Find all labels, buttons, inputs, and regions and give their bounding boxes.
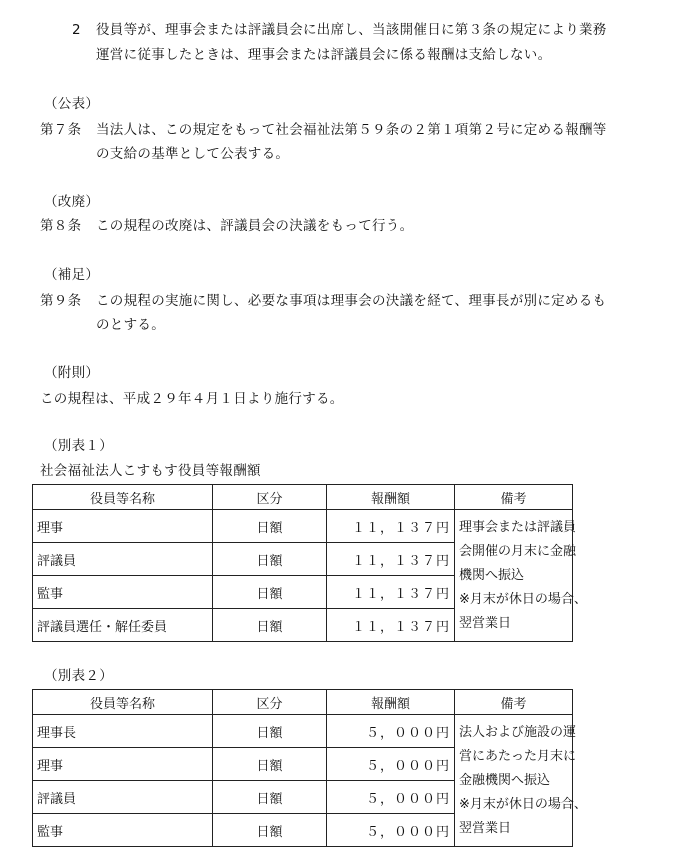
cell-category: 日額 (213, 748, 327, 781)
cell-remarks (455, 510, 587, 642)
remarks-line: 翌営業日 (459, 820, 512, 836)
cell-amount: １１，１３７円 (327, 576, 455, 609)
cell-amount: １１，１３７円 (327, 609, 455, 642)
header-role: 役員等名称 (33, 690, 213, 715)
supplement-heading: （附則） (44, 365, 100, 381)
remarks-line: 機関へ振込 (459, 567, 525, 583)
cell-role: 評議員選任・解任委員 (33, 609, 213, 642)
table-header-row (33, 690, 573, 715)
article9-label: 第９条 (40, 293, 82, 309)
cell-role: 監事 (33, 814, 213, 847)
remarks-line: 翌営業日 (459, 615, 512, 631)
cell-category: 日額 (213, 715, 327, 748)
cell-role: 理事長 (33, 715, 213, 748)
clause-number: 2 (72, 22, 81, 38)
clause2-line1: 役員等が、理事会または評議員会に出席し、当該開催日に第３条の規定により業務 (96, 22, 607, 38)
cell-amount: ５，０００円 (327, 715, 455, 748)
cell-amount: １１，１３７円 (327, 543, 455, 576)
cell-role: 監事 (33, 576, 213, 609)
remarks-line: ※月末が休日の場合、 (459, 796, 587, 812)
fee-table-2 (32, 689, 587, 847)
header-amount: 報酬額 (327, 485, 455, 510)
cell-category: 日額 (213, 609, 327, 642)
cell-role: 理事 (33, 748, 213, 781)
remarks-line: 会開催の月末に金融 (459, 543, 577, 559)
remarks-line: 法人および施設の運 (459, 724, 577, 740)
table-header-row (33, 485, 573, 510)
article8-label: 第８条 (40, 218, 82, 234)
article7-label: 第７条 (40, 122, 82, 138)
article7-line1: 当法人は、この規定をもって社会福祉法第５９条の２第１項第２号に定める報酬等 (96, 122, 607, 138)
header-role: 役員等名称 (33, 485, 213, 510)
cell-role: 評議員 (33, 543, 213, 576)
cell-amount: １１，１３７円 (327, 510, 455, 543)
article8-heading: （改廃） (44, 194, 100, 210)
article8-line1: この規程の改廃は、評議員会の決議をもって行う。 (96, 218, 414, 234)
cell-category: 日額 (213, 814, 327, 847)
header-category: 区分 (213, 485, 327, 510)
cell-category: 日額 (213, 543, 327, 576)
cell-remarks (455, 715, 587, 847)
article9-line1: この規程の実施に関し、必要な事項は理事会の決議を経て、理事長が別に定めるも (96, 293, 607, 309)
article7-line2: の支給の基準として公表する。 (96, 146, 290, 162)
remarks-line: 金融機関へ振込 (459, 772, 551, 788)
cell-category: 日額 (213, 781, 327, 814)
table2-caption: （別表２） (44, 668, 113, 684)
article9-heading: （補足） (44, 267, 100, 283)
table1-caption: （別表１） (44, 438, 113, 454)
article9-line2: のとする。 (96, 317, 165, 333)
article7-heading: （公表） (44, 96, 100, 112)
table1-title: 社会福祉法人こすもす役員等報酬額 (40, 463, 261, 479)
table-row (33, 510, 573, 543)
clause2-line2: 運営に従事したときは、理事会または評議員会に係る報酬は支給しない。 (96, 47, 552, 63)
cell-amount: ５，０００円 (327, 781, 455, 814)
remarks-line: 営にあたった月末に (459, 748, 577, 764)
cell-role: 理事 (33, 510, 213, 543)
cell-category: 日額 (213, 576, 327, 609)
header-remarks: 備考 (455, 690, 573, 715)
fee-table-1 (32, 484, 587, 642)
remarks-line: 理事会または評議員 (459, 519, 577, 535)
cell-amount: ５，０００円 (327, 814, 455, 847)
cell-category: 日額 (213, 510, 327, 543)
cell-amount: ５，０００円 (327, 748, 455, 781)
header-category: 区分 (213, 690, 327, 715)
cell-role: 評議員 (33, 781, 213, 814)
remarks-line: ※月末が休日の場合、 (459, 591, 587, 607)
header-remarks: 備考 (455, 485, 573, 510)
supplement-text: この規程は、平成２９年４月１日より施行する。 (40, 391, 344, 407)
header-amount: 報酬額 (327, 690, 455, 715)
table-row (33, 715, 573, 748)
